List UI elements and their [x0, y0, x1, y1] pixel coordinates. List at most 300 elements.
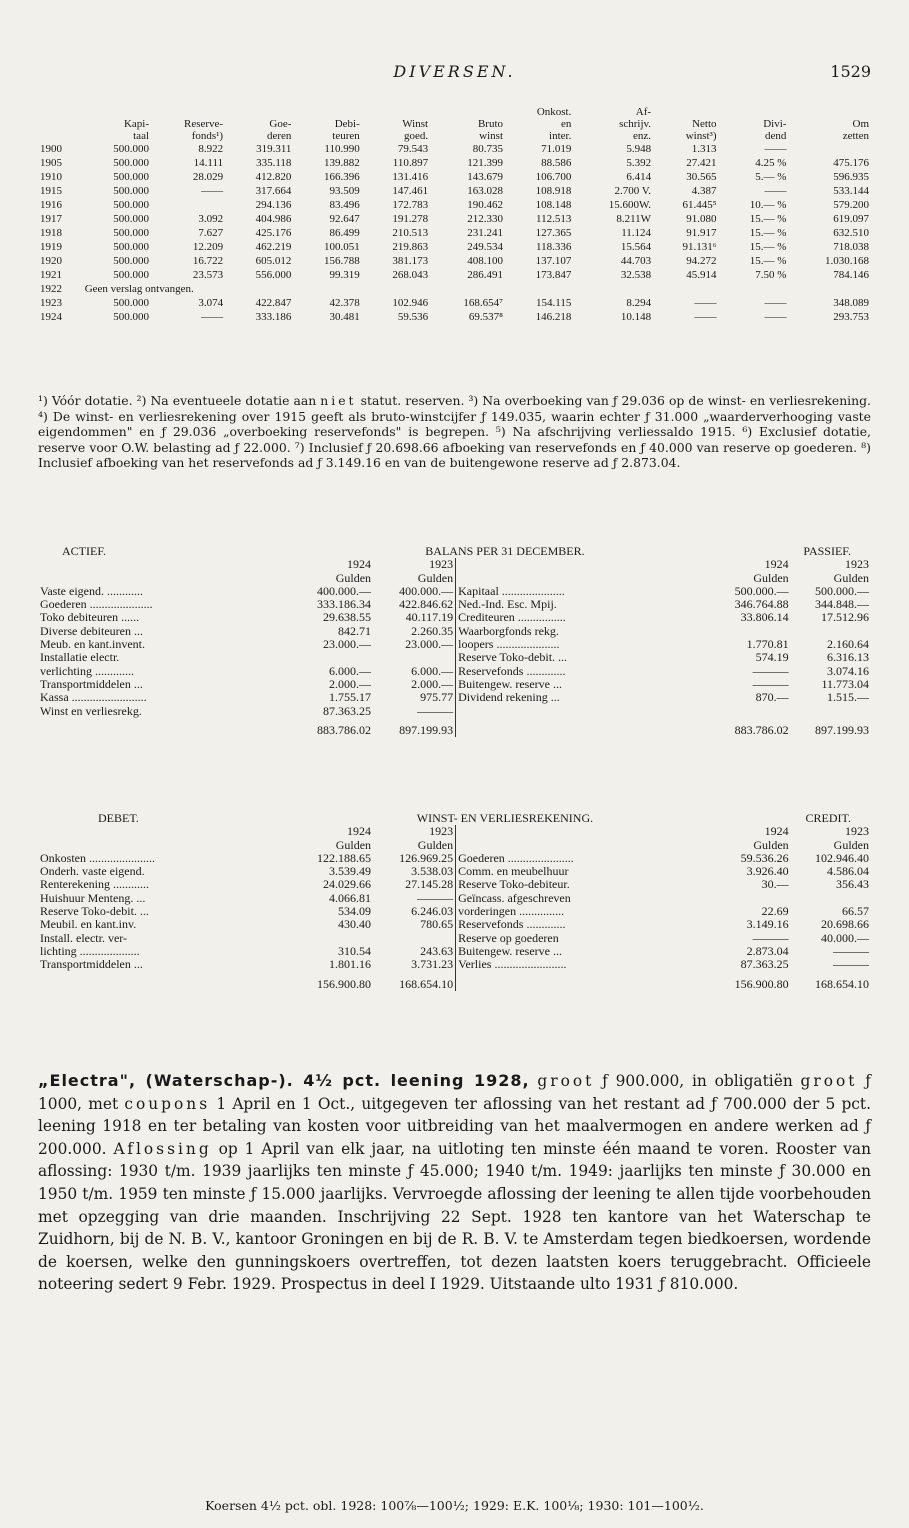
year-label: 1923: [429, 824, 454, 839]
table-cell: 219.863: [392, 241, 429, 253]
column-header: Winst goed.: [402, 118, 429, 142]
table-cell: 12.209: [192, 241, 224, 253]
table-cell: 8.211W: [616, 213, 652, 225]
account-value: ———: [752, 663, 789, 678]
account-value: ———: [752, 930, 789, 945]
footnote-text-1: ¹) Vóór dotatie. ²) Na eventueele dotatie aan: [38, 393, 321, 408]
column-header: Onkost. en inter.: [536, 106, 572, 142]
table-cell: 15.— %: [749, 227, 787, 239]
column-header: Reserve- fonds¹): [184, 118, 224, 142]
account-value: 6.316.13: [827, 650, 869, 665]
account-label: Crediteuren ................: [456, 611, 713, 624]
account-value: 346.764.88: [734, 597, 789, 612]
account-label: Reservefonds .............: [456, 665, 713, 678]
account-label: loopers .....................: [456, 638, 713, 651]
table-cell: 5.392: [626, 157, 652, 169]
balance-center-title: BALANS PER 31 DECEMBER.: [425, 544, 585, 558]
table-cell: 80.735: [472, 143, 504, 155]
account-value: 333.186.34: [317, 597, 372, 612]
account-value: 1.770.81: [746, 637, 789, 652]
pl-left-title: DEBET.: [98, 811, 139, 825]
table-row: [38, 170, 871, 184]
text: groot: [537, 1072, 595, 1090]
table-cell: 91.917: [686, 227, 717, 239]
account-value: 30.—: [761, 877, 789, 892]
table-cell: 533.144: [833, 185, 869, 197]
account-value: 29.638.55: [323, 610, 372, 625]
account-value: 310.54: [338, 943, 372, 958]
account-value: 2.000.—: [329, 676, 372, 691]
table-cell: 172.783: [392, 199, 429, 211]
year-cell: 1920: [40, 255, 62, 267]
table-cell: 102.946: [392, 297, 429, 309]
total-value: 883.786.02: [317, 722, 372, 737]
account-row: [38, 852, 871, 865]
account-row: [38, 598, 871, 611]
column-header: Netto winst³): [685, 118, 717, 142]
account-row: [38, 958, 871, 971]
account-value: 842.71: [338, 623, 372, 638]
account-value: 780.65: [420, 917, 454, 932]
text: Aflossing: [113, 1139, 212, 1158]
account-value: 66.57: [842, 904, 869, 919]
account-value: 400.000.—: [399, 583, 454, 598]
totals-row: [38, 718, 871, 737]
account-label: Reserve Toko-debiteur.: [456, 878, 713, 891]
currency-label: Gulden: [335, 837, 372, 852]
total-value: 156.900.80: [317, 976, 372, 991]
table-cell: 23.573: [192, 269, 224, 281]
table-cell: 86.499: [329, 227, 360, 239]
table-cell: 596.935: [833, 171, 869, 183]
table-cell: [788, 142, 871, 156]
page-title: DIVERSEN.: [393, 62, 516, 81]
account-value: 33.806.14: [740, 610, 789, 625]
table-cell: 27.421: [686, 157, 717, 169]
spacer: [38, 718, 297, 737]
table-cell: 42.378: [329, 297, 360, 309]
table-cell: 14.111: [193, 157, 224, 169]
account-label: Ned.-Ind. Esc. Mpij.: [456, 598, 713, 611]
table-cell: 319.311: [256, 143, 292, 155]
year-cell: 1917: [40, 213, 62, 225]
year-cell: 1910: [40, 171, 62, 183]
table-row: [38, 226, 871, 240]
account-label: Geïncass. afgeschreven: [456, 892, 713, 905]
table-cell: 619.097: [833, 213, 869, 225]
account-value: 126.969.25: [399, 850, 454, 865]
year-label: 1924: [347, 557, 372, 572]
account-label: Winst en verliesrekg.: [40, 703, 142, 718]
column-header: [38, 106, 83, 142]
account-row: [38, 651, 871, 664]
column-header: Kapi- taal: [123, 118, 150, 142]
table-cell: 500.000: [113, 227, 150, 239]
account-value: ———: [417, 890, 454, 905]
table-cell: 91.131⁶: [682, 241, 717, 253]
year-cell: 1916: [40, 199, 62, 211]
account-value: [713, 892, 791, 905]
account-value: 6.000.—: [329, 663, 372, 678]
account-value: 2.260.35: [411, 623, 454, 638]
account-value: 27.145.28: [405, 877, 454, 892]
account-value: 3.074.16: [827, 663, 869, 678]
account-value: ———: [833, 943, 869, 958]
table-row: [38, 296, 871, 310]
account-row: [38, 611, 871, 624]
account-value: 870.—: [755, 690, 789, 705]
balance-right-title: PASSIEF.: [803, 544, 851, 558]
account-row: [38, 678, 871, 691]
table-cell: 61.445⁵: [682, 199, 717, 211]
table-cell: 121.399: [467, 157, 504, 169]
table-cell: 5.— %: [755, 171, 787, 183]
account-value: [791, 705, 871, 718]
table-cell: 100.051: [324, 241, 360, 253]
account-label: Diverse debiteuren ...: [40, 623, 143, 638]
table-cell: 4.25 %: [755, 157, 787, 169]
table-cell: 408.100: [467, 255, 504, 267]
table-cell: 500.000: [113, 213, 150, 225]
table-cell: 173.847: [535, 269, 572, 281]
table-cell: 348.089: [833, 297, 869, 309]
table-cell: 163.028: [467, 185, 504, 197]
table-cell: 30.481: [329, 311, 360, 323]
total-value: 897.199.93: [815, 722, 869, 737]
account-value: 430.40: [338, 917, 372, 932]
account-value: ———: [417, 703, 454, 718]
account-value: 344.848.—: [815, 597, 869, 612]
table-row: [38, 282, 871, 296]
account-value: 243.63: [420, 943, 454, 958]
table-cell: 7.627: [198, 227, 224, 239]
table-cell: 10.148: [620, 311, 652, 323]
account-value: [297, 932, 373, 945]
account-row: [38, 905, 871, 918]
account-value: 87.363.25: [740, 957, 789, 972]
table-row: [38, 156, 871, 170]
table-cell: 99.319: [329, 269, 360, 281]
account-value: [791, 625, 871, 638]
table-cell: 147.461: [392, 185, 429, 197]
year-label: 1923: [845, 557, 869, 572]
account-label: Reserve op goederen: [456, 932, 713, 945]
account-value: 102.946.40: [815, 850, 869, 865]
table-cell: 212.330: [467, 213, 504, 225]
table-cell: 16.722: [192, 255, 224, 267]
year-cell: 1900: [40, 143, 62, 155]
table-cell: 28.029: [192, 171, 224, 183]
account-row: [38, 625, 871, 638]
table-cell: 94.272: [686, 255, 717, 267]
table-cell: 45.914: [686, 269, 717, 281]
table-cell: 69.537⁸: [468, 311, 504, 323]
account-label: Meubil. en kant.inv.: [40, 917, 137, 932]
text: op 1 April van elk jaar, na uitloting ten minste één maand te voren. Rooster van aflossing: 1930 t/m. 1939 jaarlijks ten minste ƒ 45.000; 1940 t/m. 1949: jaarlijks ten minste ƒ 30.000 en 1950 t/m. 1959 ten minste ƒ 15.000 jaarlijks. Vervroegde aflossing der leening te allen tijde voorbehouden met opzegging van drie maanden. Inschrijving 22 Sept. 1928 ten kantore van het Waterschap te Zuidhorn, bij de N. B. V., kantoor Groningen en bij de R. B. V. te Amsterdam tegen biedkoersen, wordende de koersen, welke den gunningskoers overtreffen, tot dezen laatsten koers teruggebracht. Officieele noteering sedert 9 Febr. 1929. Prospectus in deel I 1929. Uitstaande ulto 1931 ƒ 810.000.: [38, 1139, 871, 1294]
account-value: [297, 651, 373, 664]
table-row: [38, 184, 871, 198]
table-cell: 3.092: [198, 213, 224, 225]
account-value: [791, 892, 871, 905]
table-cell: 333.186: [255, 311, 292, 323]
electra-loan-paragraph: [38, 1070, 871, 1296]
footnotes: [38, 393, 871, 471]
year-cell: 1922: [40, 283, 62, 295]
table-cell: 143.679: [467, 171, 504, 183]
account-value: 20.698.66: [821, 917, 869, 932]
account-label: Buitengew. reserve ...: [456, 945, 713, 958]
account-row: [38, 585, 871, 598]
account-label: Onderh. vaste eigend.: [40, 864, 145, 879]
total-value: 883.786.02: [734, 722, 789, 737]
text: ƒ 1000, met: [38, 1072, 871, 1113]
table-cell: 32.538: [620, 269, 652, 281]
totals-row: [38, 972, 871, 991]
table-cell: 30.565: [686, 171, 717, 183]
year-cell: 1921: [40, 269, 62, 281]
table-cell: 475.176: [833, 157, 869, 169]
table-cell: ——: [764, 185, 787, 197]
account-value: 122.188.65: [317, 850, 372, 865]
table-cell: 335.118: [256, 157, 292, 169]
table-cell: 500.000: [113, 311, 150, 323]
table-cell: 1.030.168: [825, 255, 869, 267]
table-cell: 293.753: [833, 311, 869, 323]
account-value: 4.586.04: [827, 864, 869, 879]
currency-label: Gulden: [335, 570, 372, 585]
table-cell: 500.000: [113, 171, 150, 183]
table-cell: 137.107: [535, 255, 572, 267]
year-label: 1923: [845, 824, 869, 839]
table-cell: 404.986: [255, 213, 292, 225]
spacer: [456, 718, 713, 737]
table-cell: 15.600W.: [608, 199, 652, 211]
account-value: 3.731.23: [411, 957, 454, 972]
account-label: Dividend rekening ...: [456, 691, 713, 704]
table-cell: 15.— %: [749, 255, 787, 267]
account-row: [38, 865, 871, 878]
table-cell: 500.000: [113, 157, 150, 169]
account-value: 534.09: [338, 904, 372, 919]
table-row: [38, 310, 871, 324]
table-cell: 381.173: [392, 255, 429, 267]
table-cell: 156.788: [324, 255, 360, 267]
table-cell: 425.176: [255, 227, 292, 239]
year-cell: 1924: [40, 311, 62, 323]
currency-label: Gulden: [753, 570, 789, 585]
table-cell: 154.115: [536, 297, 572, 309]
account-row: [38, 665, 871, 678]
footnote-spaced: niet: [320, 393, 357, 408]
total-value: 156.900.80: [734, 976, 789, 991]
table-cell: 294.136: [255, 199, 292, 211]
total-value: 168.654.10: [815, 976, 869, 991]
table-cell: 15.564: [620, 241, 652, 253]
account-value: 24.029.66: [323, 877, 372, 892]
table-cell: 422.847: [255, 297, 292, 309]
table-cell: 579.200: [833, 199, 869, 211]
table-cell: 92.647: [329, 213, 360, 225]
account-value: 422.846.62: [399, 597, 454, 612]
column-header: Debi- teuren: [332, 118, 360, 142]
spacer: [38, 972, 297, 991]
electra-heading: „Electra", (Waterschap-). 4½ pct. leening 1928,: [38, 1071, 530, 1090]
table-cell: 106.700: [535, 171, 572, 183]
account-value: 40.117.19: [405, 610, 454, 625]
account-label: Vaste eigend. ............: [40, 583, 143, 598]
account-label: Buitengew. reserve ...: [456, 678, 713, 691]
account-value: 6.246.03: [411, 904, 454, 919]
table-cell: 110.990: [324, 143, 360, 155]
currency-label: Gulden: [417, 570, 454, 585]
account-value: 59.536.26: [740, 850, 789, 865]
account-label: Install. electr. ver-: [40, 930, 128, 945]
column-header: Om zetten: [842, 118, 869, 142]
text: coupons: [124, 1094, 211, 1113]
account-row: [38, 892, 871, 905]
text: 1 April en 1 Oct., uitgegeven ter aflossing van het restant ad ƒ 700.000 der 5 pct. leening 1918 en ter betaling van kosten voor uitbreiding van het maalvermogen en andere werken ad ƒ 200.000.: [38, 1094, 871, 1158]
account-row: [38, 705, 871, 718]
account-label: Goederen .....................: [40, 597, 153, 612]
column-header: Goe- deren: [266, 118, 292, 142]
table-cell: ——: [764, 311, 787, 323]
table-cell: 118.336: [536, 241, 572, 253]
account-value: 3.926.40: [746, 864, 789, 879]
table-cell: 8.922: [198, 143, 224, 155]
table-cell: 4.387: [691, 185, 717, 197]
account-label: Verlies ........................: [456, 958, 713, 971]
table-cell: 44.703: [620, 255, 652, 267]
account-label: Installatie electr.: [40, 650, 120, 665]
table-cell: 110.897: [392, 157, 429, 169]
table-cell: 500.000: [113, 199, 150, 211]
account-label: Reserve Toko-debit. ...: [456, 651, 713, 664]
table-cell: 1.313: [691, 143, 717, 155]
account-value: 17.512.96: [821, 610, 869, 625]
table-cell: 108.148: [535, 199, 572, 211]
table-cell: ——: [201, 311, 224, 323]
table-cell: 71.019: [541, 143, 572, 155]
account-label: Waarborgfonds rekg.: [456, 625, 713, 638]
table-cell: 462.219: [255, 241, 292, 253]
table-cell: 127.365: [535, 227, 572, 239]
account-label: Transportmiddelen ...: [40, 676, 143, 691]
table-cell: 210.513: [392, 227, 429, 239]
account-value: 23.000.—: [323, 637, 372, 652]
table-cell: 605.012: [255, 255, 292, 267]
account-label: Reservefonds .............: [456, 918, 713, 931]
year-label: 1924: [764, 824, 789, 839]
account-label: verlichting .............: [40, 663, 134, 678]
account-value: 2.160.64: [827, 637, 869, 652]
table-row: [38, 198, 871, 212]
balance-sheet: [38, 545, 871, 737]
account-value: 356.43: [836, 877, 869, 892]
account-row: [38, 932, 871, 945]
account-label: Transportmiddelen ...: [40, 957, 143, 972]
table-cell: 317.664: [255, 185, 292, 197]
account-row: [38, 878, 871, 891]
table-cell: 2.700 V.: [614, 185, 652, 197]
account-label: lichting ....................: [40, 943, 140, 958]
balance-left-title: ACTIEF.: [62, 544, 107, 558]
table-cell: ——: [201, 185, 224, 197]
table-cell: 6.414: [626, 171, 652, 183]
table-cell: Geen verslag ontvangen.: [84, 283, 194, 295]
account-value: ———: [833, 957, 869, 972]
account-value: [713, 625, 791, 638]
account-value: [713, 705, 791, 718]
account-value: 3.538.03: [411, 864, 454, 879]
account-value: 574.19: [755, 650, 789, 665]
table-cell: 249.534: [467, 241, 504, 253]
account-value: 3.149.16: [746, 917, 789, 932]
table-cell: 412.820: [255, 171, 292, 183]
page-header: [38, 62, 871, 82]
table-cell: 500.000: [113, 255, 150, 267]
table-cell: 632.510: [833, 227, 869, 239]
table-cell: 718.038: [833, 241, 869, 253]
table-cell: 500.000: [113, 297, 150, 309]
account-value: 22.69: [761, 904, 789, 919]
table-cell: [151, 198, 225, 212]
table-cell: ——: [694, 311, 717, 323]
table-cell: 59.536: [397, 311, 429, 323]
table-cell: 88.586: [541, 157, 572, 169]
table-cell: 8.294: [626, 297, 652, 309]
currency-label: Gulden: [833, 570, 869, 585]
year-cell: 1915: [40, 185, 62, 197]
year-label: 1923: [429, 557, 454, 572]
account-value: 400.000.—: [317, 583, 372, 598]
account-value: 1.801.16: [329, 957, 372, 972]
year-cell: 1919: [40, 241, 62, 253]
table-cell: 7.50 %: [755, 269, 787, 281]
account-label: Kapitaal .....................: [456, 585, 713, 598]
account-value: 11.773.04: [821, 676, 869, 691]
year-label: 1924: [764, 557, 789, 572]
page-number: 1529: [830, 62, 871, 81]
table-cell: 500.000: [113, 241, 150, 253]
year-cell: 1923: [40, 297, 62, 309]
table-cell: 15.— %: [749, 213, 787, 225]
table-cell: 556.000: [255, 269, 292, 281]
table-cell: 11.124: [621, 227, 652, 239]
account-value: 500.000.—: [815, 583, 869, 598]
account-value: 6.000.—: [411, 663, 454, 678]
table-cell: 139.882: [324, 157, 360, 169]
account-value: 1.755.17: [329, 690, 372, 705]
koersen-line: Koersen 4½ pct. obl. 1928: 100⅞—100½; 1929: E.K. 100⅛; 1930: 101—100½.: [205, 1498, 704, 1513]
table-cell: 191.278: [392, 213, 429, 225]
table-cell: 190.462: [467, 199, 504, 211]
table-row: [38, 212, 871, 226]
column-header: Divi- dend: [763, 118, 787, 142]
text: ƒ 900.000, in obligatiën: [594, 1072, 801, 1090]
table-cell: 5.948: [626, 143, 652, 155]
total-value: 897.199.93: [399, 722, 454, 737]
total-value: 168.654.10: [399, 976, 454, 991]
currency-label: Gulden: [417, 837, 454, 852]
account-value: 2.000.—: [411, 676, 454, 691]
account-label: Onkosten ......................: [40, 850, 155, 865]
table-cell: 500.000: [113, 143, 150, 155]
table-row: [38, 254, 871, 268]
table-cell: 79.543: [397, 143, 429, 155]
table-cell: 108.918: [535, 185, 572, 197]
account-value: 500.000.—: [734, 583, 789, 598]
account-value: 1.515.—: [827, 690, 869, 705]
